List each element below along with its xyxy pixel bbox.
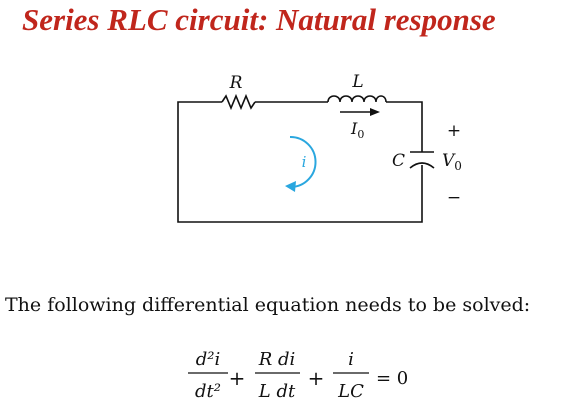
capacitor-label: C <box>392 151 406 171</box>
intro-text: The following differential equation needs to be solved: <box>5 294 531 316</box>
eq-rhs: = 0 <box>376 368 409 389</box>
voltage-plus-sign: + <box>446 121 462 141</box>
loop-current-label: i <box>301 153 307 171</box>
initial-current-label: $I_0$ <box>351 119 365 141</box>
eq-plus-1: + <box>228 366 246 390</box>
resistor-label: R <box>229 73 243 93</box>
eq-term3-denominator: LC <box>338 381 364 402</box>
voltage-minus-sign: − <box>446 188 462 208</box>
eq-term2-denominator: L dt <box>258 381 296 402</box>
eq-plus-2: + <box>307 366 325 390</box>
eq-term3-numerator: i <box>348 349 354 370</box>
eq-term1-numerator: d²i <box>195 349 221 370</box>
eq-term2-numerator: R di <box>258 349 296 370</box>
inductor-label: L <box>352 72 364 92</box>
page-title: Series RLC circuit: Natural response <box>22 2 496 37</box>
eq-term1-denominator: dt² <box>195 381 221 402</box>
voltage-label: $V_0$ <box>442 151 462 173</box>
